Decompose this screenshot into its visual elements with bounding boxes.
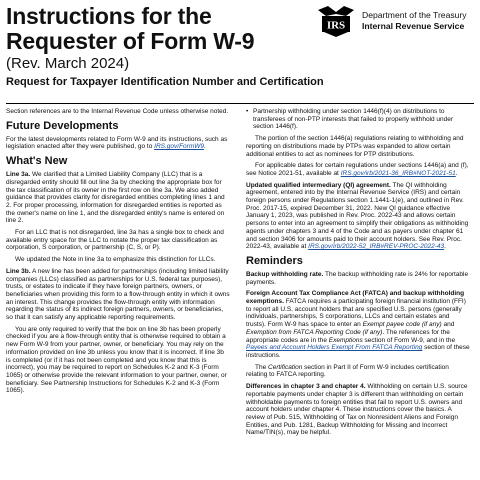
bullet-icon: • <box>246 108 249 115</box>
reminders-heading: Reminders <box>246 254 303 267</box>
qi-text: The QI withholding agreement, entered into by the Internal Revenue Service (IRS) and certain foreign persons under Regulations section 1.1441-1(e), and outlined in Rev. Proc. 2017-15, expired December 31, 2022. New QI guidance effective January 1, 2023, was published in Rev. Proc. 2022-43 and allows certain persons to enter into an agreement to simplify their obligations as withholding agents under chapters 3 and 4 of the Code and as payers under chapter 61 and section 3406 for amounts paid to their account holders. See Rev. Proc. 2022-43, available at <box>246 181 469 251</box>
notice-2021-51-link[interactable]: IRS.gov/irb/2021-36_IRB#NOT-2021-51 <box>340 169 456 177</box>
cert-text-2: section in Part II of Form W-9 includes certification relating to FATCA reporting. <box>246 363 449 379</box>
line3a-lead: Line 3a. <box>6 171 31 179</box>
applicable-dates-end: . <box>455 169 458 177</box>
fatca-text-1: FATCA requires a participating foreign financial institution (FFI) to report all U.S. account holders that are specified U.S. persons (generally individuals, partnerships, S corporations, LLCs and certain estates and trusts). Form W-9 has space to enter an <box>246 298 466 329</box>
applicable-dates-text: For applicable dates for certain regulations under sections 1446(a) and (f), see Notice 2021-51, available at <box>246 162 469 177</box>
payees-exempt-fatca-link[interactable]: Payees and Account Holders Exempt From FATCA Reporting <box>246 344 423 352</box>
qi-agreement-paragraph <box>246 182 470 251</box>
future-developments-paragraph <box>6 136 230 151</box>
backup-withholding-paragraph <box>246 271 470 286</box>
fatca-text-4: section of Form W-9, and in the <box>362 336 456 344</box>
fatca-text-5: section of these instructions. <box>246 344 470 359</box>
line3b-text: A new line has been added for partnerships (including limited liability companies (LLCs) classified as partnerships for U.S. federal tax purposes), trusts, or estates to indicate if they have foreign partners, owners, or beneficiaries when providing this form to a flow-through entity in which it owns an interest. This change provides the flow-through entity with information regarding the status of its indirect foreign partners, owners, or beneficiaries, so that it can satisfy any applicable reporting requirements. <box>6 267 230 322</box>
left-column <box>6 108 230 480</box>
fatca-exempt-payee-code: Exempt payee code (if any) <box>362 321 442 329</box>
line3a-paragraph-3: We updated the Note in line 3a to emphasize this distinction for LLCs. <box>15 256 216 264</box>
line3b-paragraph <box>6 268 230 322</box>
fatca-exemptions-section: Exemptions <box>328 336 363 344</box>
applicable-dates-paragraph <box>246 162 470 177</box>
svg-text:IRS: IRS <box>326 19 346 32</box>
certification-paragraph <box>246 364 470 379</box>
irs-formw9-link[interactable]: IRS.gov/FormW9 <box>154 143 204 151</box>
qi-end: . <box>444 243 446 251</box>
fatca-exemption-code: Exemption from FATCA Reporting Code (if any) <box>246 328 383 336</box>
future-developments-heading: Future Developments <box>6 119 119 132</box>
future-text: For the latest developments related to Form W-9 and its instructions, such as legislation enacted after they were published, go to <box>6 135 228 151</box>
fatca-paragraph <box>246 290 470 359</box>
line3b-paragraph-2: You are only required to verify that the box on line 3b has been properly checked if you are a flow-through entity that is otherwise required to obtain a new Form W-9 from your partner, owner, or beneficiary. You may rely on the information provided on line 3b unless you know that it is incorrect. If line 3b is completed (or if it has not been completed and you know that this is incorrect), you may be required to report on Schedules K-2 and K-3 (Form 1065) or otherwise provide the relevant information to your partner, owner, or beneficiary. See Partnership Instructions for Schedules K-2 and K-3 (Form 1065). <box>6 325 227 395</box>
agency-department: Department of the Treasury <box>362 10 467 20</box>
future-end: . <box>204 143 206 151</box>
fatca-lead: Foreign Account Tax Compliance Act (FATCA) and backup withholding exemptions. <box>246 290 465 306</box>
backup-lead: Backup withholding rate. <box>246 270 324 278</box>
agency-name: Internal Revenue Service <box>362 21 465 31</box>
diff-text: Withholding on certain U.S. source reportable payments under chapter 3 is different than withholding on certain withholdable payments to foreign entities that fail to report U.S. owners and account holders under chapter 4. These instructions cover the basics. A review of Pub. 515, Withholding of Tax on Nonresident Aliens and Foreign Entities, and Pub. 1281, Backup Withholding for Missing and Incorrect Name/TIN(s), may be helpful. <box>246 383 468 437</box>
line3a-paragraph-2: For an LLC that is not disregarded, line 3a has a single box to check and available entry space for the LLC to notate the proper tax classification as corporation, S corporation, or partnership (C, S, or P). <box>6 229 224 252</box>
qi-lead: Updated qualified intermediary (QI) agreement. <box>246 181 391 189</box>
whats-new-heading: What's New <box>6 155 68 168</box>
irs-eagle-logo-icon <box>316 4 356 38</box>
line3b-lead: Line 3b. <box>6 267 31 275</box>
form-subtitle: Request for Taxpayer Identification Number and Certification <box>6 76 324 88</box>
page-title: Instructions for the Requester of Form W-9 <box>6 3 255 54</box>
cert-text-1: The <box>255 363 269 371</box>
fatca-text-2: and <box>441 321 455 329</box>
diff-lead: Differences in chapter 3 and chapter 4. <box>246 383 366 391</box>
bullet-text: Partnership withholding under section 1446(f)(4) on distributions to transferees of non-PTP interests that failed to properly withhold under section 1446(f). <box>253 108 454 131</box>
right-column <box>246 108 470 480</box>
intro-paragraph: Section references are to the Internal Revenue Code unless otherwise noted. <box>6 108 229 115</box>
fatca-text-3: . The references for the appropriate codes are in the <box>246 328 450 344</box>
cert-em: Certification <box>268 363 303 371</box>
revision-date: (Rev. March 2024) <box>6 55 130 72</box>
ptp-nominee-paragraph: The portion of the section 1446(a) regulations relating to withholding and reporting on distributions made by PTPs was expanded to allow certain additional entities to act as nominees for PTP distributions. <box>246 135 464 158</box>
line3a-text: We clarified that a Limited Liability Company (LLC) that is a disregarded entity should fill out line 3a by checking the appropriate box for the tax classification of its owner in the first row on line 3a. We also added guidance that provides clarity for disregarded entities completing lines 1 and 2. For proper processing, information for disregarded entities is reported as the owner's name on line 1, and the disregarded entity's name is entered on line 2. <box>6 171 225 225</box>
backup-text: The backup withholding rate is 24% for reportable payments. <box>246 270 469 286</box>
chapter-differences-paragraph <box>246 383 470 437</box>
list-item <box>246 108 470 131</box>
rev-proc-2022-43-link[interactable]: IRS.gov/irb/2022-52_IRB#REV-PROC-2022-43 <box>308 243 445 251</box>
irs-header-block <box>316 4 480 40</box>
line3a-paragraph <box>6 171 230 225</box>
header-divider <box>6 103 474 104</box>
